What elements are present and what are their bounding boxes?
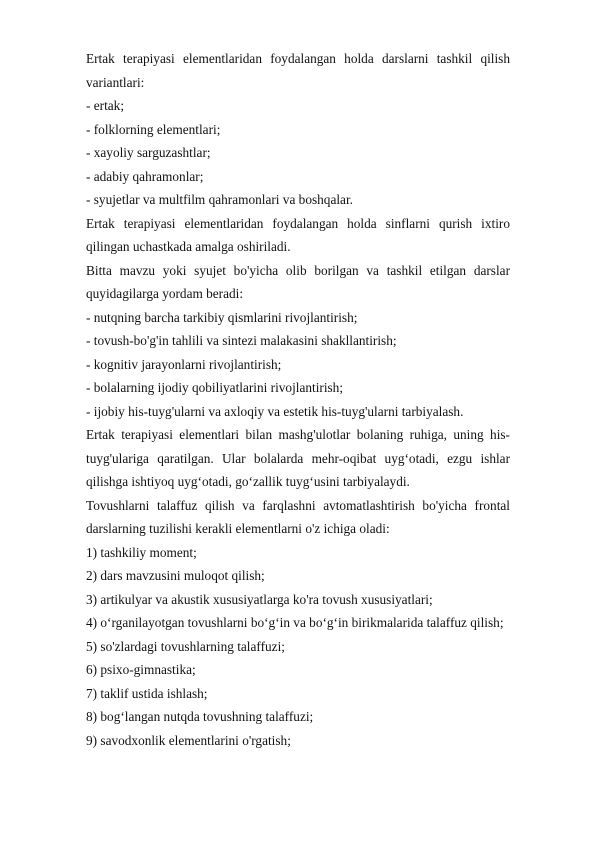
list-item: - xayoliy sarguzashtlar; (86, 145, 211, 160)
numbered-item: 4) o‘rganilayotgan tovushlarni bo‘g‘in va bo‘g‘in birikmalarida talaffuz qilish; (86, 615, 504, 630)
list-item: - tovush-bo'g'in tahlili va sintezi malakasini shakllantirish; (86, 333, 397, 348)
numbered-item: 6) psixo-gimnastika; (86, 662, 196, 677)
numbered-item: 2) dars mavzusini muloqot qilish; (86, 568, 265, 583)
numbered-item: 7) taklif ustida ishlash; (86, 685, 208, 701)
numbered-item: 1) tashkiliy moment; (86, 544, 197, 560)
list-item: - bolalarning ijodiy qobiliyatlarini rivojlantirish; (86, 380, 344, 395)
document-page (86, 47, 510, 752)
list-item: - adabiy qahramonlar; (86, 168, 204, 184)
paragraph: Tovushlarni talaffuz qilish va farqlashni avtomatlashtirish bo'yicha frontal darslarning tuzilishi kerakli elementlarni o'z ichiga oladi: (86, 497, 510, 536)
list-item: - ijobiy his-tuyg'ularni va axloqiy va estetik his-tuyg'ularni tarbiyalash. (86, 403, 464, 419)
numbered-item: 8) bog‘langan nutqda tovushning talaffuzi; (86, 709, 314, 724)
numbered-item: 5) so'zlardagi tovushlarning talaffuzi; (86, 638, 285, 654)
numbered-item: 9) savodxonlik elementlarini o'rgatish; (86, 732, 291, 748)
list-item: - kognitiv jarayonlarni rivojlantirish; (86, 356, 282, 372)
list-item: - syujetlar va multfilm qahramonlari va boshqalar. (86, 192, 353, 207)
paragraph-intro: Ertak terapiyasi elementlaridan foydalangan holda darslarni tashkil qilish variantlari: (86, 51, 510, 90)
paragraph: Bitta mavzu yoki syujet bo'yicha olib borilgan va tashkil etilgan darslar quyidagilarga yordam beradi: (86, 262, 510, 301)
numbered-item: 3) artikulyar va akustik xususiyatlarga ko'ra tovush xususiyatlari; (86, 591, 433, 607)
list-item: - nutqning barcha tarkibiy qismlarini rivojlantirish; (86, 309, 358, 325)
paragraph: Ertak terapiyasi elementlari bilan mashg'ulotlar bolaning ruhiga, uning his-tuyg'ulariga qaratilgan. Ular bolalarda mehr-oqibat uyg‘otadi, ezgu ishlar qilishga ishtiyoq uyg‘otadi, go‘zallik tuyg‘usini tarbiyalaydi. (86, 427, 510, 489)
list-item: - ertak; (86, 98, 125, 113)
list-item: - folklorning elementlari; (86, 121, 221, 137)
paragraph: Ertak terapiyasi elementlaridan foydalangan holda sinflarni qurish ixtiro qilingan uchastkada amalga oshiriladi. (86, 215, 510, 254)
